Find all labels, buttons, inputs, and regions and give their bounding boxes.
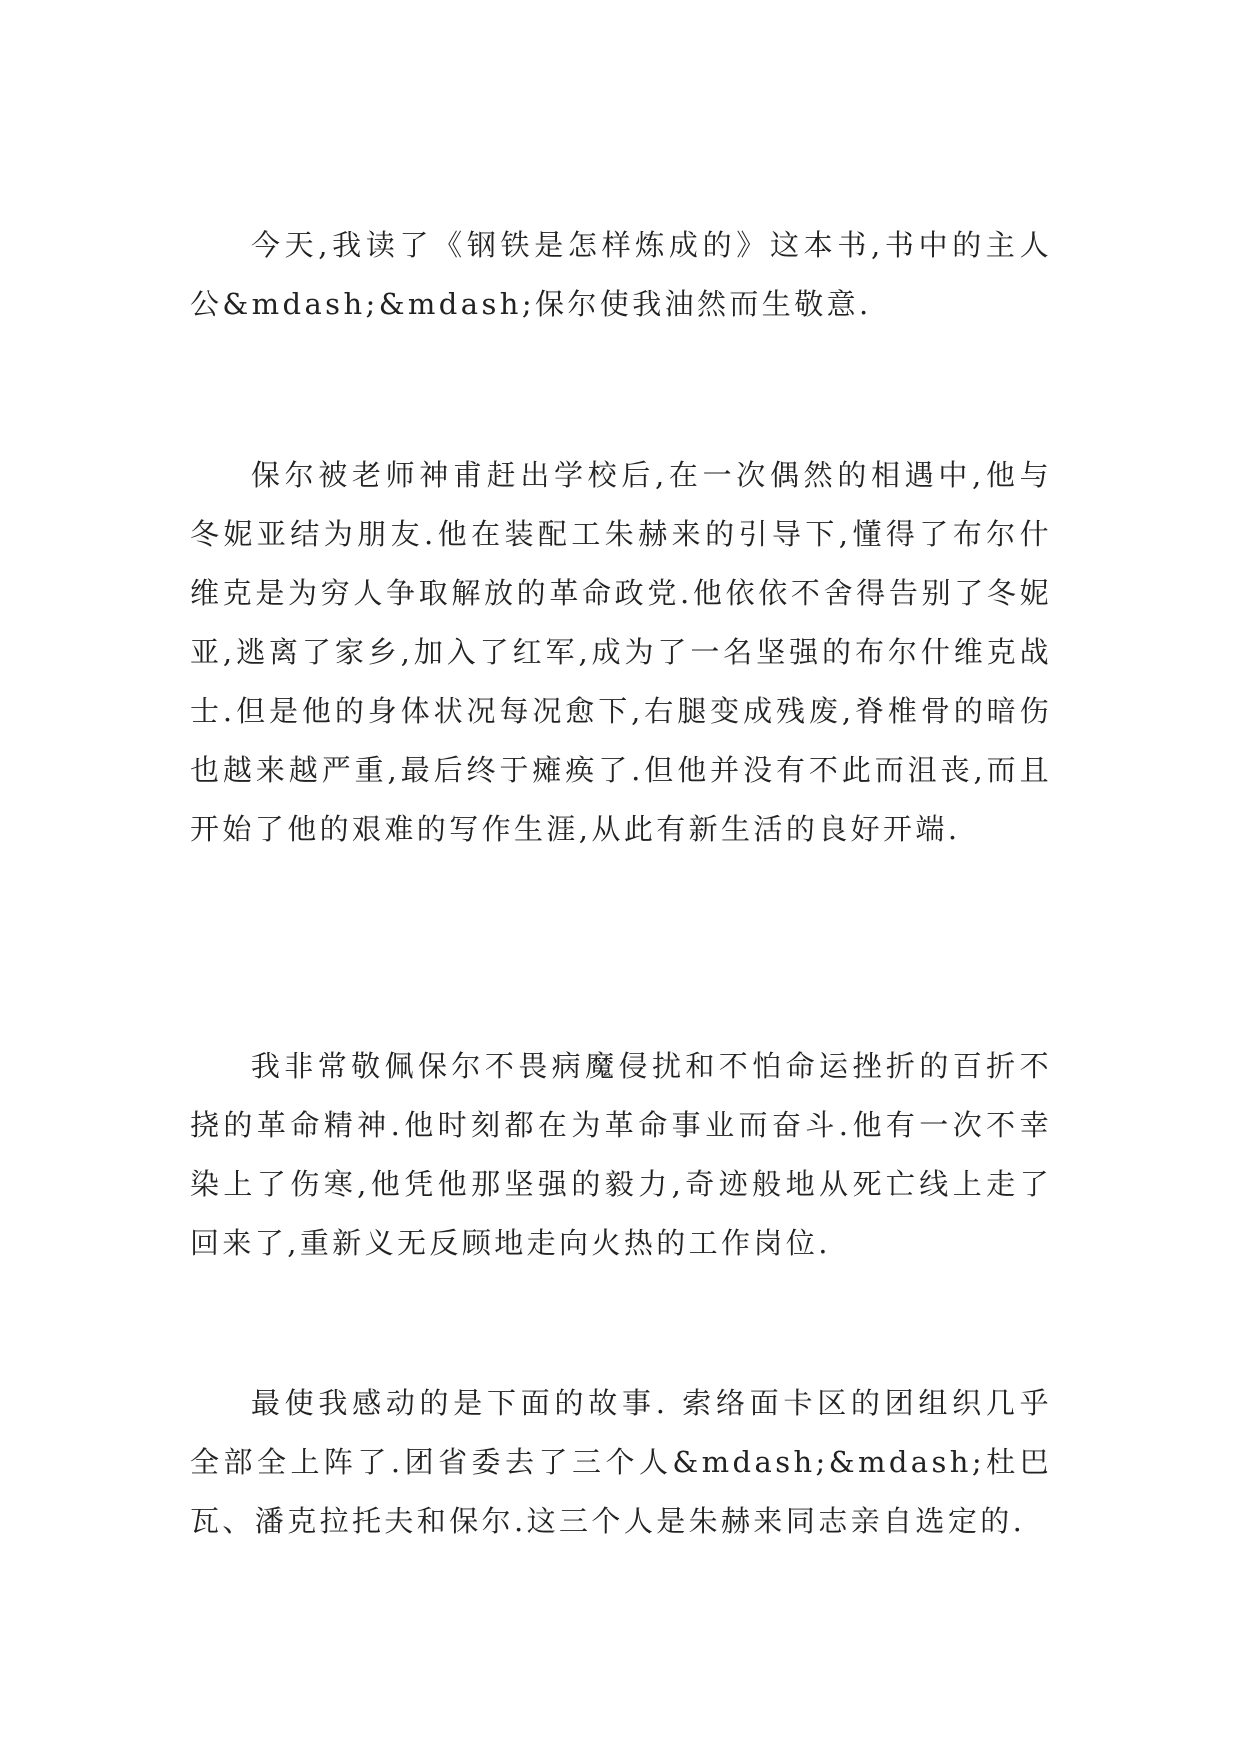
paragraph-4: 最使我感动的是下面的故事. 索络面卡区的团组织几乎全部全上阵了.团省委去了三个人&mdash;&mdash;杜巴瓦、潘克拉托夫和保尔.这三个人是朱赫来同志亲自选定的. xyxy=(190,1386,1052,1538)
paragraph-1: 今天,我读了《钢铁是怎样炼成的》这本书,书中的主人公&mdash;&mdash;保尔使我油然而生敬意. xyxy=(190,228,1052,321)
paragraph-3: 我非常敬佩保尔不畏病魔侵扰和不怕命运挫折的百折不挠的革命精神.他时刻都在为革命事业而奋斗.他有一次不幸染上了伤寒,他凭他那坚强的毅力,奇迹般地从死亡线上走了回来了,重新义无反顾地走向火热的工作岗位. xyxy=(190,1049,1052,1260)
paragraph-2: 保尔被老师神甫赶出学校后,在一次偶然的相遇中,他与冬妮亚结为朋友.他在装配工朱赫来的引导下,懂得了布尔什维克是为穷人争取解放的革命政党.他依依不舍得告别了冬妮亚,逃离了家乡,加入了红军,成为了一名坚强的布尔什维克战士.但是他的身体状况每况愈下,右腿变成残废,脊椎骨的暗伤也越来越严重,最后终于瘫痪了.但他并没有不此而沮丧,而且开始了他的艰难的写作生涯,从此有新生活的良好开端. xyxy=(190,458,1052,846)
